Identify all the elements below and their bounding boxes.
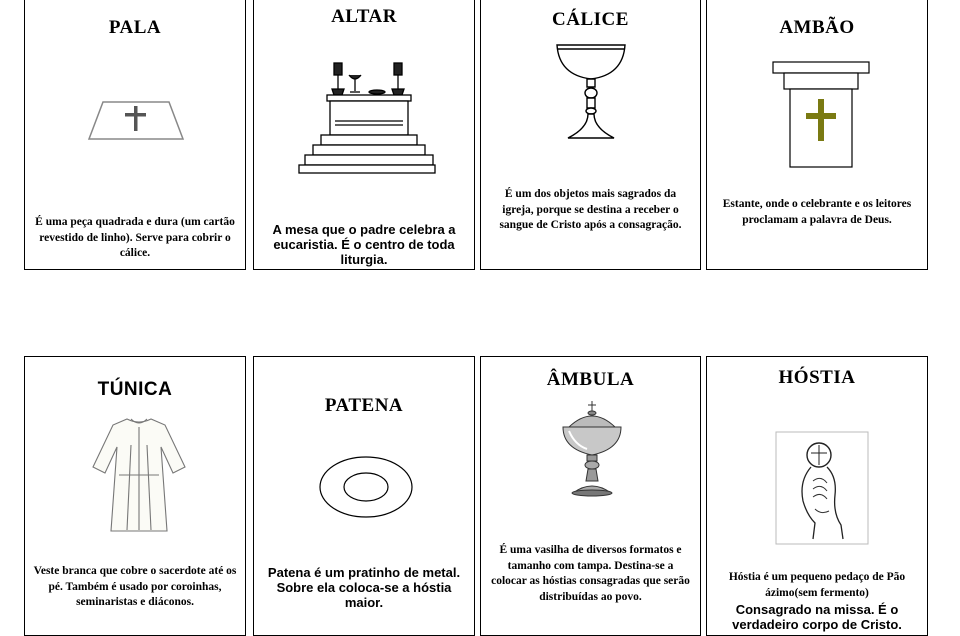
card-title: PATENA [324,395,404,416]
card-description: Veste branca que cobre o sacerdote até os pé. Também é usado por coroinhas, seminaristas e diáconos. [33,565,237,608]
card-ambula [480,356,701,636]
host-icon [775,431,869,545]
card-description: Estante, onde o celebrante e os leitores proclamam a palavra de Deus. [722,198,912,226]
pall-icon [87,99,187,143]
altar-icon [297,57,437,177]
card-calice [480,0,701,270]
card-title: HÓSTIA [778,367,856,388]
chalice-icon [555,43,627,143]
card-description: É uma peça quadrada e dura (um cartão revestido de linho). Serve para cobrir o cálice. [35,216,235,259]
ambo-icon [772,61,870,169]
card-title: AMBÃO [779,17,855,38]
card-title: TÚNICA [97,379,173,400]
card-pala [24,0,246,270]
card-ambao [706,0,928,270]
card-title: CÁLICE [552,9,629,30]
card-description-line2: Consagrado na missa. É o verdadeiro corpo de Cristo. [732,602,902,632]
card-hostia [706,356,928,636]
card-tunica [24,356,246,636]
tunic-icon [87,415,191,535]
card-description: É um dos objetos mais sagrados da igreja, porque se destina a receber o sangue de Cristo após a consagração. [499,188,682,231]
paten-icon [318,455,414,519]
card-description: Patena é um pratinho de metal. Sobre ela coloca-se a hóstia maior. [267,565,461,610]
card-patena [253,356,475,636]
card-title: ALTAR [331,6,397,27]
card-title: ÂMBULA [546,369,635,390]
card-description: A mesa que o padre celebra a eucaristia. É o centro de toda liturgia. [272,222,456,267]
card-description-line1: Hóstia é um pequeno pedaço de Pão ázimo(sem fermento) [728,571,906,599]
card-title: PALA [108,17,162,38]
ciborium-icon [559,401,625,497]
card-description: É uma vasilha de diversos formatos e tamanho com tampa. Destina-se a colocar as hóstias consagradas que serão distribuídas ao povo. [491,544,690,603]
card-altar [253,0,475,270]
